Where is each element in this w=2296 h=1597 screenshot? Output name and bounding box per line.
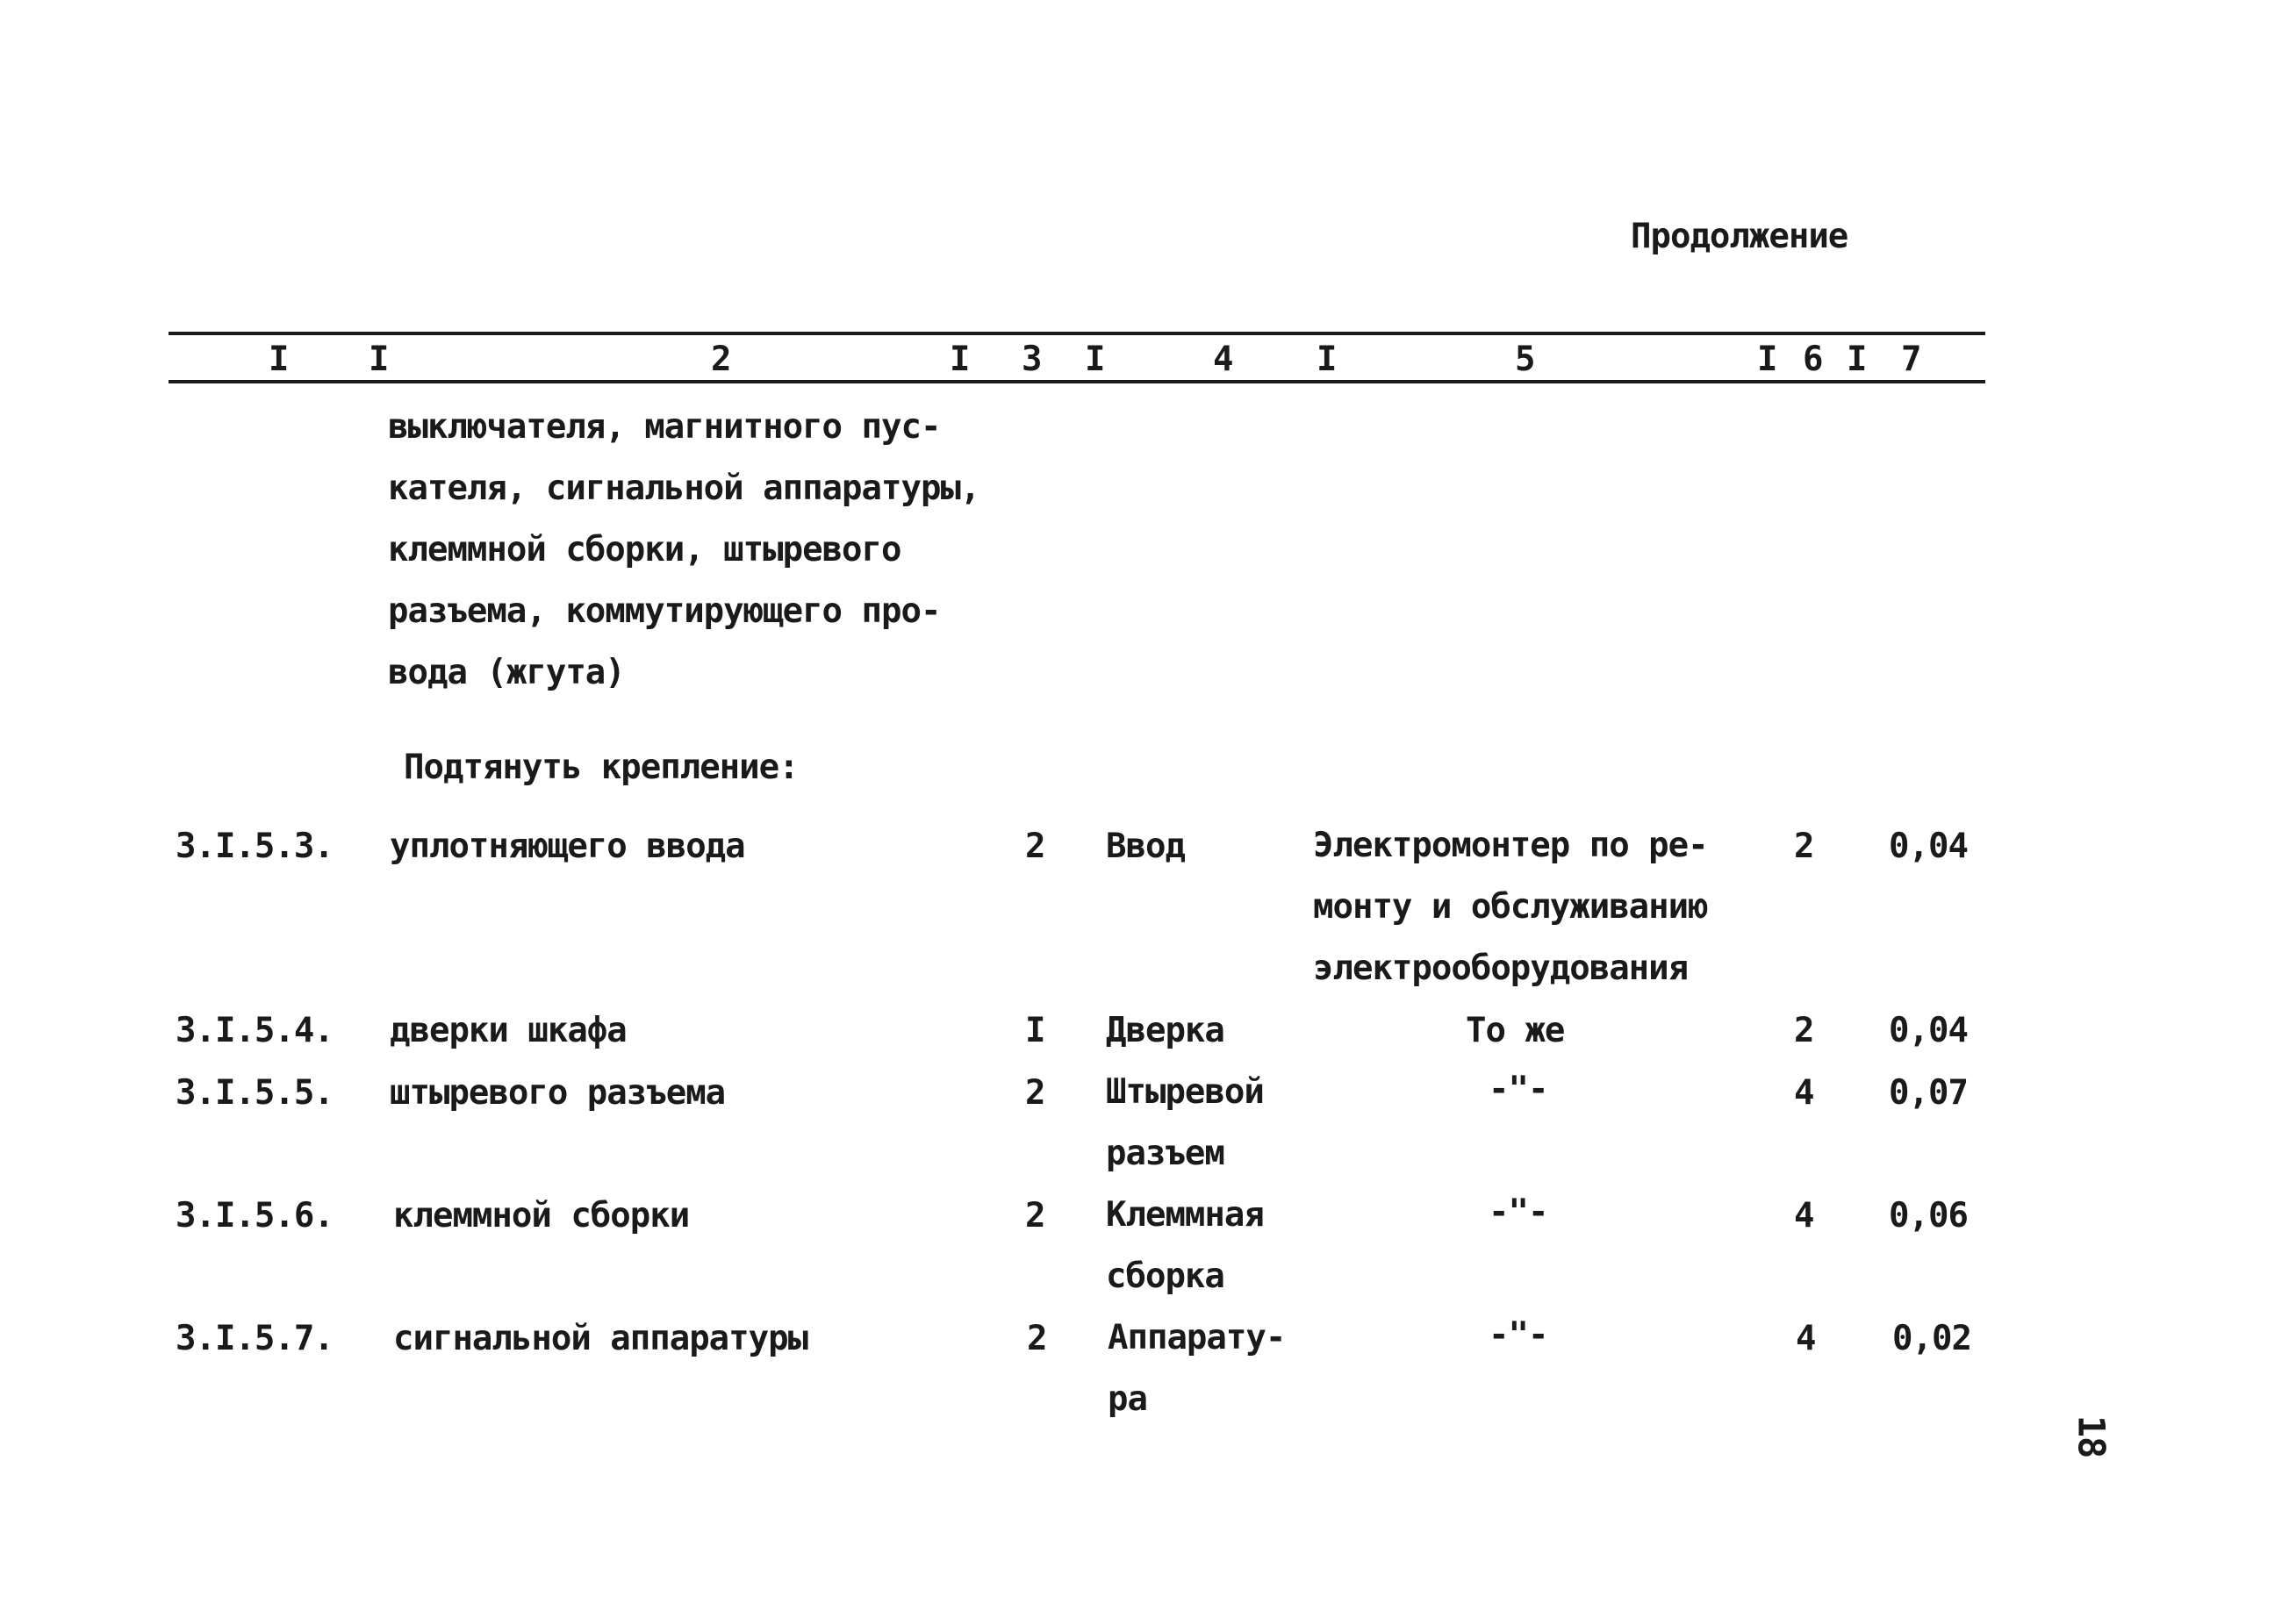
row-worker: То же <box>1466 1011 1565 1050</box>
row-time: 0,02 <box>1892 1319 1971 1358</box>
row-worker: -"- <box>1489 1192 1548 1232</box>
row-time: 0,04 <box>1889 827 1968 866</box>
header-separator: I <box>1317 340 1337 379</box>
row-grade: 4 <box>1794 1073 1814 1113</box>
intro-line: вода (жгута) <box>388 653 625 692</box>
header-col-1: I <box>269 340 289 379</box>
row-grade: 2 <box>1794 1011 1814 1050</box>
header-col-4: 4 <box>1213 340 1233 379</box>
worker-line: электрооборудования <box>1313 949 1689 988</box>
row-time: 0,06 <box>1889 1196 1968 1235</box>
row-quantity: 2 <box>1027 1319 1047 1358</box>
header-bottom-rule <box>169 380 1985 383</box>
worker-line: монту и обслуживанию <box>1313 887 1708 927</box>
row-unit <box>1106 1062 1264 1185</box>
row-name: дверки шкафа <box>390 1011 627 1050</box>
row-unit: Ввод <box>1106 827 1185 866</box>
unit-line: Клеммная <box>1106 1195 1264 1235</box>
unit-line: ра <box>1108 1379 1147 1419</box>
row-number: 3.I.5.3. <box>176 827 334 866</box>
row-number: 3.I.5.7. <box>176 1319 334 1358</box>
row-number: 3.I.5.6. <box>176 1196 334 1235</box>
header-top-rule <box>169 332 1985 335</box>
row-unit: Дверка <box>1106 1011 1224 1050</box>
row-quantity: I <box>1025 1011 1045 1050</box>
unit-line: Аппарату- <box>1108 1318 1286 1357</box>
row-grade: 4 <box>1794 1196 1814 1235</box>
row-number: 3.I.5.4. <box>176 1011 334 1050</box>
header-separator: I <box>369 340 389 379</box>
intro-line: разъема, коммутирующего про- <box>388 591 941 631</box>
row-grade: 2 <box>1794 827 1814 866</box>
row-name: уплотняющего ввода <box>390 827 745 866</box>
header-col-6: 6 <box>1803 340 1823 379</box>
row-name: штыревого разъема <box>390 1073 726 1113</box>
row-time: 0,07 <box>1889 1073 1968 1113</box>
row-unit <box>1108 1307 1285 1430</box>
row-quantity: 2 <box>1025 1073 1045 1113</box>
unit-line: сборка <box>1106 1257 1224 1296</box>
header-separator: I <box>950 340 970 379</box>
row-name: сигнальной аппаратуры <box>393 1319 808 1358</box>
page-number: 18 <box>2070 1414 2113 1458</box>
worker-line: Электромонтер по ре- <box>1313 826 1708 865</box>
intro-line: кателя, сигнальной аппаратуры, <box>388 469 980 508</box>
row-quantity: 2 <box>1025 827 1045 866</box>
header-col-2: 2 <box>711 340 731 379</box>
header-separator: I <box>1085 340 1105 379</box>
continuation-label: Продолжение <box>1631 217 1848 256</box>
row-time: 0,04 <box>1889 1011 1968 1050</box>
row-quantity: 2 <box>1025 1196 1045 1235</box>
row-number: 3.I.5.5. <box>176 1073 334 1113</box>
intro-text <box>388 397 979 704</box>
header-col-3: 3 <box>1022 340 1042 379</box>
header-separator: I <box>1847 340 1867 379</box>
row-unit <box>1106 1185 1264 1307</box>
row-worker <box>1313 815 1708 999</box>
intro-line: клеммной сборки, штыревого <box>388 530 901 569</box>
row-grade: 4 <box>1796 1319 1816 1358</box>
row-worker: -"- <box>1489 1070 1548 1109</box>
row-name: клеммной сборки <box>393 1196 690 1235</box>
header-col-7: 7 <box>1901 340 1921 379</box>
unit-line: Штыревой <box>1106 1072 1264 1112</box>
subheading: Подтянуть крепление: <box>404 748 799 787</box>
row-worker: -"- <box>1489 1315 1548 1355</box>
intro-line: выключателя, магнитного пус- <box>388 407 941 447</box>
unit-line: разъем <box>1106 1134 1224 1173</box>
header-separator: I <box>1757 340 1777 379</box>
header-col-5: 5 <box>1515 340 1535 379</box>
